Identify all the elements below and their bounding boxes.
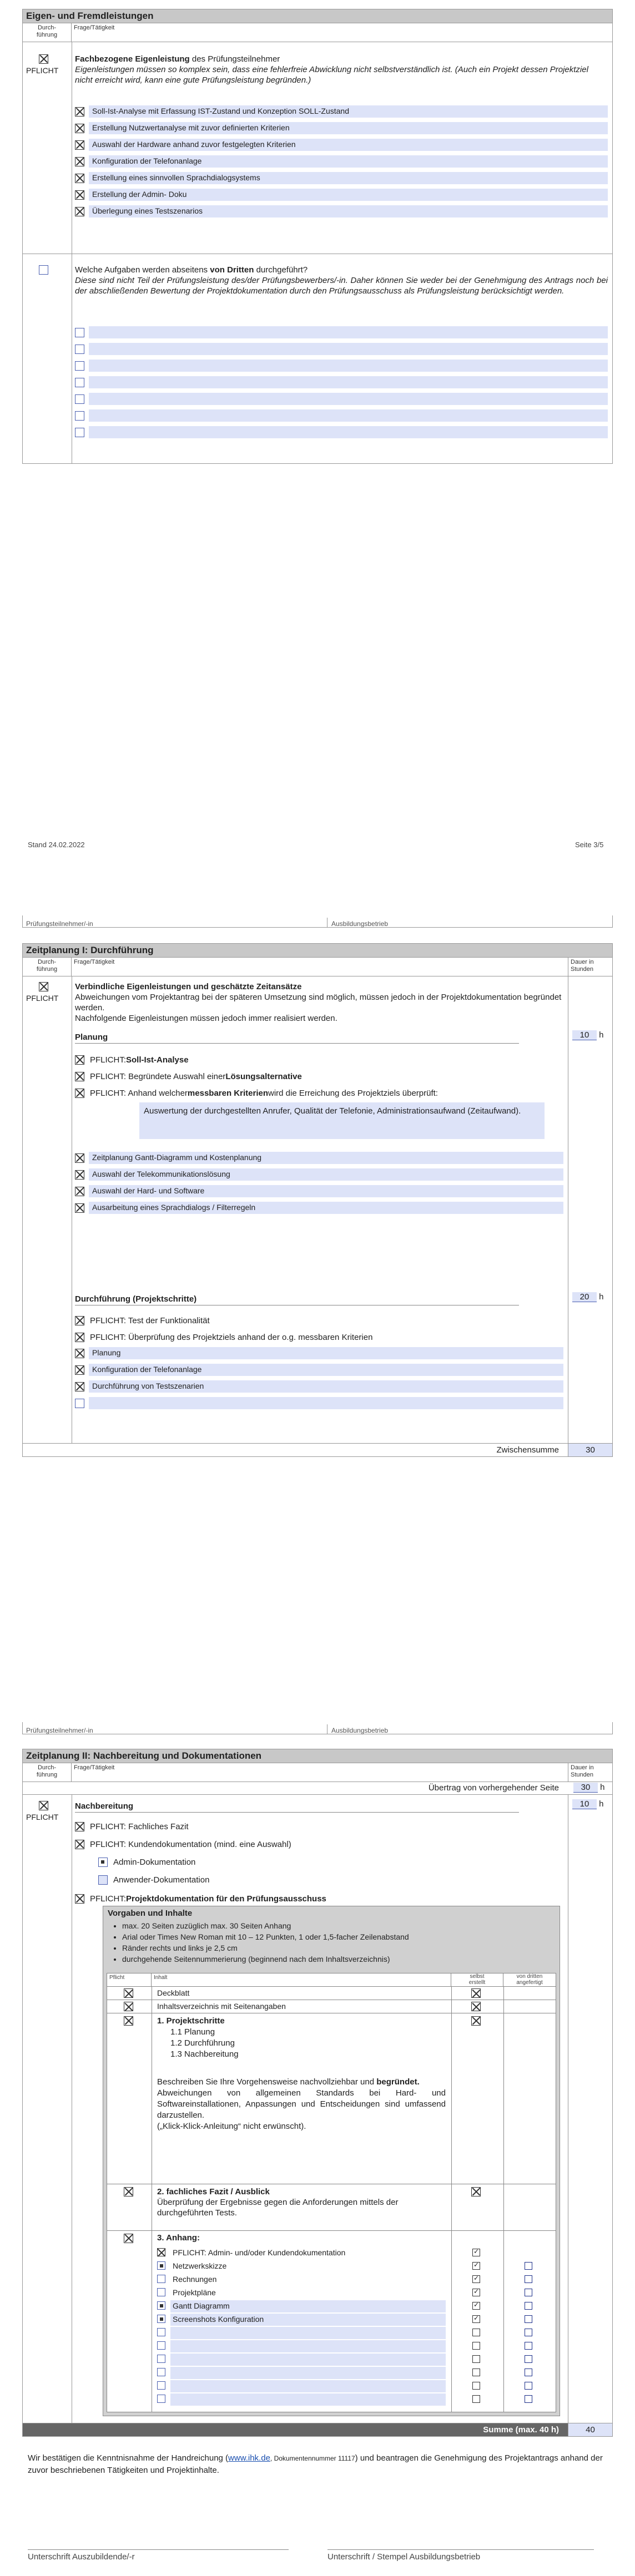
zwischensumme-label: Zwischensumme [496,1445,559,1455]
pflicht-label: PFLICHT [26,66,59,75]
anhang-checkbox[interactable] [157,2368,165,2376]
projektschritte-pflicht[interactable] [124,2016,133,2026]
anwender-doku-label: Anwender-Dokumentation [113,1875,210,1885]
anhang-dritte[interactable] [525,2289,532,2296]
durchfuehrung-item-label[interactable]: Durchführung von Testszenarien [89,1380,563,1393]
durchfuehrung-hours[interactable]: 20 [572,1292,597,1302]
verbindliche-desc: Abweichungen vom Projektantrag bei der späteren Umsetzung sind möglich, müssen jedoch in der Projektdokumentation begründet werden. Nachfolgende Eigenleistungen müssen jedoch immer realisiert werden. [75,993,562,1023]
section-title: Eigen- und Fremdleistungen [23,9,612,23]
planung-item-label[interactable]: Ausarbeitung eines Sprachdialogs / Filterregeln [89,1202,563,1214]
section-title: Zeitplanung I: Durchführung [23,944,612,958]
eigenleistung-item-row [75,188,608,201]
doc-pflicht-checkbox[interactable] [124,1988,133,1998]
company-label: Ausbildungsbetrieb [331,920,389,928]
durchfuehrung-item-row [75,1363,563,1376]
anhang-label[interactable]: Netzwerkskizze [173,2261,227,2270]
anhang-selbst[interactable] [472,2302,480,2310]
column-header [23,23,612,42]
vorgabe-item: • Ränder rechts und links je 2,5 cm [122,1942,560,1953]
confirmation-text: Wir bestätigen die Kenntnisnahme der Handreichung (www.ihk.de, Dokumentennummer 11117) und beantragen die Genehmigung des Projektantrags anhand der zuvor beschriebenen Tätigkeiten und Projektinhalte. [28,2453,603,2475]
nachbereitung-hours[interactable]: 10 [572,1799,597,1809]
planung-item-row [75,1151,563,1165]
anhang-row [107,2393,556,2406]
durchfuehrung-label: Durchführung (Projektschritte) [75,1294,519,1305]
fazit-desc: Überprüfung der Ergebnisse gegen die Anforderungen mittels der durchgeführten Tests. [157,2198,399,2218]
durchfuehrung-item-label[interactable]: Konfiguration der Telefonanlage [89,1364,563,1376]
loesung-prefix: PFLICHT: Begründete Auswahl einer [90,1071,226,1081]
projektschritt-sub: 1.2 Durchführung [170,2038,235,2048]
dritte-item-label[interactable] [89,376,608,388]
anhang-checkbox[interactable] [157,2381,165,2390]
anhang-dritte[interactable] [525,2302,532,2310]
dritte-item-checkbox[interactable] [75,411,84,421]
fazit-selbst[interactable] [471,2187,481,2197]
planung-item-checkbox[interactable] [75,1153,84,1163]
summe-value: 40 [568,2423,612,2436]
test-checkbox[interactable] [75,1316,84,1325]
dritte-item-checkbox[interactable] [75,378,84,387]
anhang-checkbox[interactable] [157,2395,165,2403]
projektdoku-checkbox[interactable] [75,1894,84,1904]
participant-label: Prüfungsteilnehmer/-in [26,1727,93,1734]
anhang-label[interactable]: PFLICHT: Admin- und/oder Kundendokumentation [173,2248,346,2257]
anhang-row [107,2260,556,2273]
kriterien-post: wird die Erreichung des Projektziels überprüft: [268,1088,438,1098]
pflicht-checkbox[interactable] [39,982,48,991]
doc-selbst-checkbox[interactable] [471,2002,481,2011]
kundendoku-checkbox[interactable] [75,1840,84,1849]
eigenleistung-item-checkbox[interactable] [75,107,84,117]
projektschritt-sub: 1.3 Nachbereitung [170,2049,239,2059]
anhang-label[interactable]: Gantt Diagramm [170,2300,446,2312]
dritte-item-checkbox[interactable] [75,428,84,437]
hours-unit: h [600,1783,605,1792]
anhang-selbst[interactable] [472,2395,480,2403]
page3-header [22,1722,613,1734]
col-durchfuehrung: Durch- führung [23,23,72,42]
anhang-dritte[interactable] [525,2395,532,2403]
anhang-row [107,2380,556,2393]
dritte-item-checkbox[interactable] [75,361,84,371]
dritte-item-row [75,392,608,406]
fazit-pflicht[interactable] [124,2187,133,2197]
summe-label: Summe (max. 40 h) [483,2425,559,2435]
th-dritte: von dritten angefertigt [516,1973,543,1986]
durchfuehrung-item-row [75,1347,563,1360]
anhang-row [107,2246,556,2260]
dritte-item-row [75,376,608,389]
durchfuehrung-item-checkbox[interactable] [75,1349,84,1358]
anhang-selbst[interactable] [472,2368,480,2376]
dritte-item-label[interactable] [89,343,608,355]
anhang-label[interactable] [170,2327,446,2339]
anhang-row [107,2366,556,2380]
anhang-dritte[interactable] [525,2275,532,2283]
dritte-item-label[interactable] [89,409,608,422]
uebertrag-label: Übertrag von vorhergehender Seite [428,1783,559,1793]
fach-desc: Eigenleistungen müssen so komplex sein, dass eine fehlerfreie Abwicklung nicht selbstverständlich ist. (Auch ein Projekt dessen Projektziel nicht erreicht wird, kann eine gute Prüfungsleistung begründen.) [75,65,588,85]
eigenleistungen-section [22,9,613,464]
anhang-selbst[interactable] [472,2382,480,2390]
doc-label: Deckblatt [157,1988,190,1997]
eigenleistung-item-row [75,105,608,118]
anhang-row [107,2313,556,2326]
dritte-item-checkbox[interactable] [75,328,84,337]
footer-page: Seite 3/5 [575,841,604,849]
eigenleistung-item-label[interactable]: Konfiguration der Telefonanlage [89,155,608,168]
kriterien-bold: messbaren Kriterien [187,1088,268,1098]
eigenleistung-item-checkbox[interactable] [75,174,84,183]
dritte-item-label[interactable] [89,393,608,405]
fazit-title: 2. fachliches Fazit / Ausblick [157,2187,270,2197]
signature-company[interactable]: Unterschrift / Stempel Ausbildungsbetrieb [327,2549,594,2562]
dritte-item-row [75,359,608,372]
footer-date: Stand 24.02.2022 [28,841,85,849]
loesung-checkbox[interactable] [75,1072,84,1081]
durchfuehrung-item-label[interactable]: Planung [89,1347,563,1359]
durchfuehrung-item-checkbox[interactable] [75,1382,84,1391]
anhang-selbst[interactable] [472,2275,480,2283]
anhang-row [107,2300,556,2313]
dritte-desc: Diese sind nicht Teil der Prüfungsleistung des/der Prüfungsbewerbers/-in. Daher können Sie weder bei der Genehmigung des Antrags noch bei der abschließenden Bewertung der Projektdokumentation durch den Prüfungsausschuss als Prüfungsleistung berücksichtigt werden. [75,276,608,296]
anhang-row [107,2340,556,2353]
th-inhalt: Inhalt [152,1973,451,1986]
eigenleistung-item-row [75,205,608,218]
doc-row [107,1987,556,2000]
kriterien-answer[interactable]: Auswertung der durchgestellten Anrufer, Qualität der Telefonie, Administrationsaufwand (Zeitaufwand). [139,1102,545,1139]
pflicht-checkbox[interactable] [39,54,48,64]
dritte-item-row [75,409,608,422]
planung-item-row [75,1168,563,1181]
anhang-selbst[interactable] [472,2249,480,2256]
pflicht-label: PFLICHT [26,994,59,1003]
th-selbst: selbst erstellt [451,1973,503,1986]
anhang-checkbox[interactable] [157,2328,165,2336]
loesung-label: Lösungsalternative [225,1071,302,1081]
hours-unit: h [599,1799,604,1809]
fach-title: Fachbezogene Eigenleistung des Prüfungsteilnehmer [75,54,280,64]
dritte-item-label[interactable] [89,360,608,372]
planung-item-label[interactable]: Zeitplanung Gantt-Diagramm und Kostenplanung [89,1152,563,1164]
planung-item-label[interactable]: Auswahl der Hard- und Software [89,1185,563,1197]
doc-selbst-checkbox[interactable] [471,1988,481,1998]
vorgabe-item: • max. 20 Seiten zuzüglich max. 30 Seiten Anhang [122,1920,560,1931]
doc-pflicht-checkbox[interactable] [124,2002,133,2011]
anhang-row [107,2273,556,2286]
durchfuehrung-item-row [75,1396,563,1410]
uebertrag-value: 30 [573,1783,598,1793]
eigenleistung-item-row [75,155,608,168]
column-header [23,1763,612,1782]
planung-item-checkbox[interactable] [75,1187,84,1196]
kriterien-checkbox[interactable] [75,1089,84,1098]
dritte-item-checkbox[interactable] [75,394,84,404]
hours-unit: h [599,1030,604,1040]
dritte-item-label[interactable] [89,426,608,438]
anhang-checkbox[interactable] [157,2355,165,2363]
eigenleistung-item-label[interactable]: Soll-Ist-Analyse mit Erfassung IST-Zustand und Konzeption SOLL-Zustand [89,105,608,118]
col-dauer: Dauer in Stunden [568,958,612,976]
anhang-row [107,2286,556,2300]
projektdoku-prefix: PFLICHT: [90,1894,127,1904]
col-durchfuehrung: Durch- führung [23,1763,72,1782]
anhang-selbst[interactable] [472,2342,480,2350]
durchfuehrung-item-row [75,1380,563,1393]
doc-row [107,2000,556,2013]
anhang-title: 3. Anhang: [157,2233,200,2243]
soll-ist-checkbox[interactable] [75,1055,84,1065]
pflicht-checkbox[interactable] [39,1801,48,1810]
dritte-item-checkbox[interactable] [75,345,84,354]
projektschritte-selbst[interactable] [471,2016,481,2026]
th-pflicht: Pflicht [107,1973,152,1986]
col-durchfuehrung: Durch- führung [23,958,72,976]
section-title: Zeitplanung II: Nachbereitung und Dokumentationen [23,1749,612,1763]
anwender-doku-checkbox[interactable] [98,1875,108,1885]
planung-item-row [75,1185,563,1198]
participant-label: Prüfungsteilnehmer/-in [26,920,93,928]
planung-item-checkbox[interactable] [75,1203,84,1213]
anhang-checkbox[interactable] [157,2275,165,2283]
anhang-checkbox[interactable] [157,2315,165,2323]
dritte-item-row [75,326,608,339]
durchfuehrung-item-label[interactable] [89,1397,563,1409]
anhang-checkbox[interactable] [157,2341,165,2350]
ueberpruefung-label: PFLICHT: Überprüfung des Projektziels anhand der o.g. messbaren Kriterien [90,1332,373,1342]
durchfuehrung-item-checkbox[interactable] [75,1399,84,1408]
projektschritte-desc: Beschreiben Sie Ihre Vorgehensweise nachvollziehbar und begründet. [157,2077,420,2087]
planung-hours[interactable]: 10 [572,1030,597,1040]
dritte-item-row [75,426,608,439]
zwischensumme-value: 30 [568,1444,612,1456]
soll-ist-label: Soll-Ist-Analyse [126,1055,189,1065]
durchfuehrung-item-checkbox[interactable] [75,1365,84,1375]
fazit-label: PFLICHT: Fachliches Fazit [90,1821,189,1831]
projektschritt-sub: 1.1 Planung [170,2027,215,2037]
anhang-label[interactable]: Rechnungen [173,2275,217,2284]
eigenleistung-item-checkbox[interactable] [75,124,84,133]
eigenleistung-item-checkbox[interactable] [75,157,84,166]
page2-header [22,915,613,928]
anhang-selbst[interactable] [472,2262,480,2270]
vorgabe-item: • durchgehende Seitennummerierung (beginnend nach dem Inhaltsverzeichnis) [122,1953,560,1965]
zeitplanung-nachbereitung [22,1749,613,2437]
zeitplanung-durchfuehrung [22,943,613,1457]
anhang-pflicht[interactable] [124,2234,133,2243]
col-frage: Frage/Tätigkeit [74,1764,115,1771]
signature-trainee[interactable]: Unterschrift Auszubildende/-r [28,2549,289,2562]
anhang-label[interactable] [170,2354,446,2366]
eigenleistung-item-label[interactable]: Erstellung der Admin- Doku [89,189,608,201]
col-frage: Frage/Tätigkeit [74,24,115,31]
hours-unit: h [599,1292,604,1302]
company-label: Ausbildungsbetrieb [331,1727,389,1734]
eigenleistung-item-row [75,171,608,185]
ueberpruefung-checkbox[interactable] [75,1333,84,1342]
anhang-label[interactable] [170,2367,446,2379]
anhang-label[interactable]: Projektpläne [173,2288,216,2297]
eigenleistung-item-row [75,138,608,151]
verbindliche-title: Verbindliche Eigenleistungen und geschätzte Zeitansätze [75,982,302,991]
projektschritte-desc2: Abweichungen von allgemeinen Standards bei Hard- und Softwareinstallationen, Anpassungen und Entscheidungen sind umfassend darzustellen. [157,2088,446,2120]
anhang-checkbox[interactable] [157,2301,165,2310]
eigenleistung-item-label[interactable]: Überlegung eines Testszenarios [89,205,608,217]
anhang-dritte[interactable] [525,2342,532,2350]
anhang-dritte[interactable] [525,2382,532,2390]
pflicht-label: PFLICHT [26,1813,59,1821]
test-label: PFLICHT: Test der Funktionalität [90,1315,210,1325]
eigenleistung-item-label[interactable]: Auswahl der Hardware anhand zuvor festgelegten Kriterien [89,139,608,151]
inhalt-table [107,1973,556,2412]
anhang-checkbox[interactable] [157,2261,165,2270]
eigenleistung-item-checkbox[interactable] [75,140,84,150]
anhang-dritte[interactable] [525,2329,532,2336]
inhalt-header [107,1973,556,1987]
pflicht-prefix: PFLICHT: [90,1055,127,1065]
anhang-selbst[interactable] [472,2329,480,2336]
vorgaben-box [103,1906,560,2416]
fazit-checkbox[interactable] [75,1822,84,1831]
vorgaben-title: Vorgaben und Inhalte [108,1909,193,1918]
anhang-label[interactable] [170,2380,446,2392]
vorgabe-item: • Arial oder Times New Roman mit 10 – 12 Punkten, 1 oder 1,5-facher Zeilenabstand [122,1931,560,1942]
doc-label: Inhaltsverzeichnis mit Seitenangaben [157,2002,286,2011]
admin-doku-label: Admin-Dokumentation [113,1857,196,1867]
anhang-checkbox[interactable] [157,2248,165,2256]
column-header [23,958,612,976]
anhang-selbst[interactable] [472,2315,480,2323]
nachbereitung-label: Nachbereitung [75,1801,519,1813]
admin-doku-checkbox[interactable] [98,1858,108,1867]
planung-item-label[interactable]: Auswahl der Telekommunikationslösung [89,1168,563,1181]
anhang-row [107,2326,556,2340]
eigenleistung-item-checkbox[interactable] [75,190,84,200]
projektdoku-label: Projektdokumentation für den Prüfungsausschuss [126,1894,326,1904]
anhang-checkbox[interactable] [157,2288,165,2296]
anhang-dritte[interactable] [525,2355,532,2363]
projektschritte-title: 1. Projektschritte [157,2016,225,2026]
eigenleistung-item-checkbox[interactable] [75,207,84,216]
anhang-label[interactable] [170,2393,446,2406]
anhang-dritte[interactable] [525,2315,532,2323]
dritte-question: Welche Aufgaben werden abseitens von Dritten durchgeführt? [75,265,308,275]
anhang-label[interactable]: Screenshots Konfiguration [170,2314,446,2326]
projektschritte-desc3: („Klick-Klick-Anleitung“ nicht erwünscht). [157,2122,306,2131]
kriterien-prefix: PFLICHT: Anhand welcher [90,1088,188,1098]
anhang-selbst[interactable] [472,2289,480,2296]
dritte-item-label[interactable] [89,326,608,338]
planung-item-checkbox[interactable] [75,1170,84,1180]
eigenleistung-item-row [75,122,608,135]
col-frage: Frage/Tätigkeit [74,959,115,965]
anhang-row [107,2353,556,2366]
vorgaben-list [122,1920,560,1965]
anhang-dritte[interactable] [525,2368,532,2376]
anhang-selbst[interactable] [472,2355,480,2363]
anhang-label[interactable] [170,2340,446,2352]
eigenleistung-item-label[interactable]: Erstellung Nutzwertanalyse mit zuvor definierten Kriterien [89,122,608,134]
ihk-link[interactable]: www.ihk.de [228,2453,270,2463]
kundendoku-label: PFLICHT: Kundendokumentation (mind. eine Auswahl) [90,1839,291,1849]
eigenleistung-item-label[interactable]: Erstellung eines sinnvollen Sprachdialogsystems [89,172,608,184]
col-dauer: Dauer in Stunden [568,1763,612,1782]
dritte-checkbox[interactable] [39,265,48,275]
planung-item-row [75,1201,563,1214]
planung-label: Planung [75,1033,519,1044]
dritte-item-row [75,342,608,356]
anhang-dritte[interactable] [525,2262,532,2270]
